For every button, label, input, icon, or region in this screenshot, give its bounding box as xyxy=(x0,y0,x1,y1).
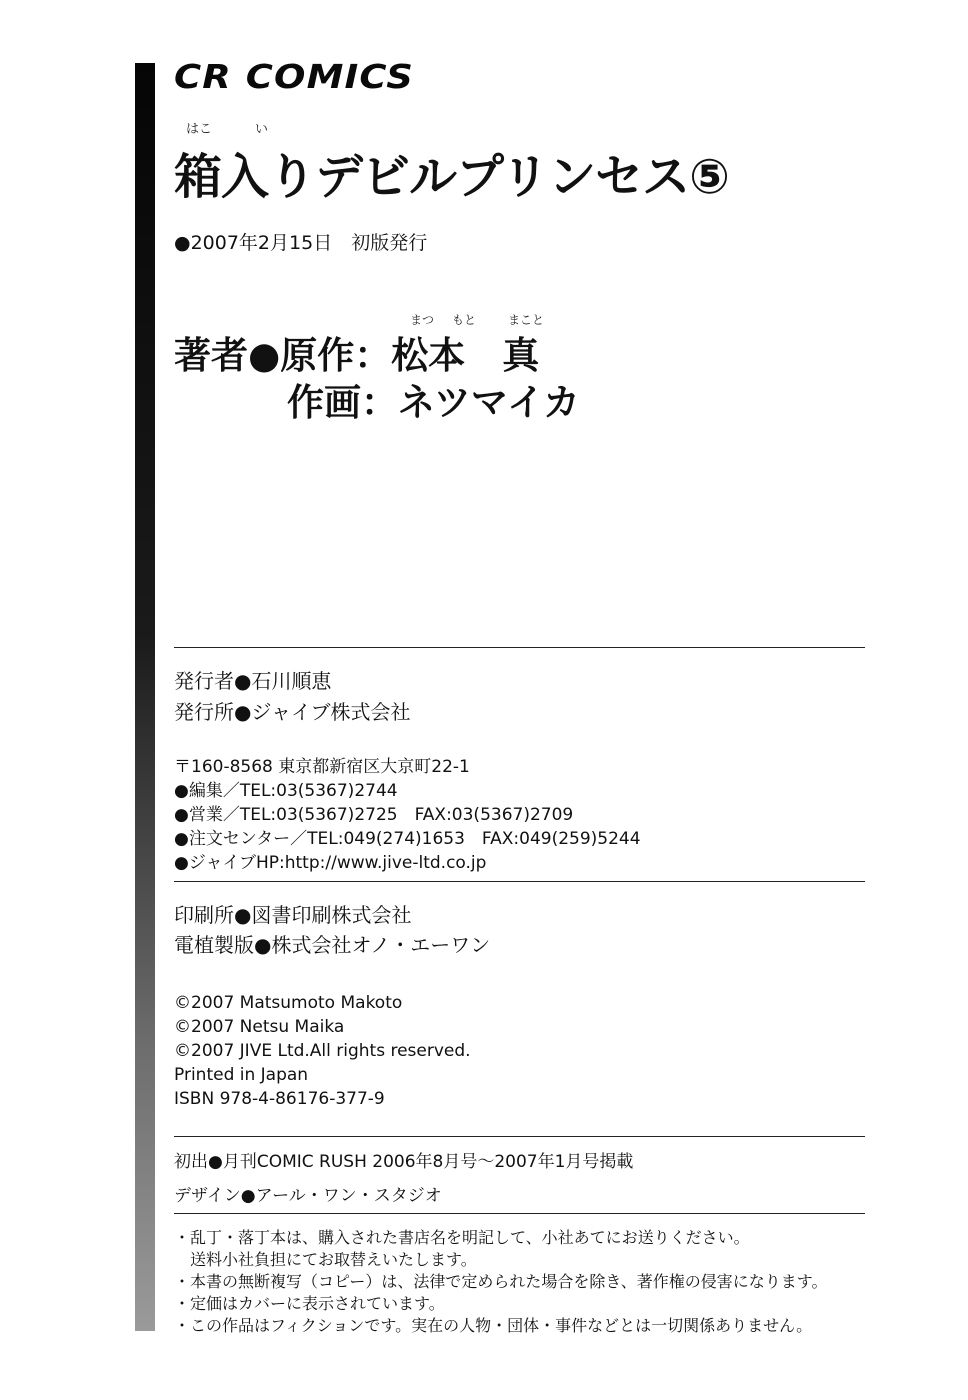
artist-credit: 作画：ネツマイカ xyxy=(287,381,581,424)
notice-line: ・乱丁・落丁本は、購入された書店名を明記して、小社あてにお送りください。 xyxy=(174,1228,750,1247)
isbn: ISBN 978-4-86176-377-9 xyxy=(174,1089,385,1109)
publisher-company: 発行所●ジャイブ株式会社 xyxy=(174,700,411,724)
divider xyxy=(174,647,865,648)
notice-line: 送料小社負担にてお取替えいたします。 xyxy=(174,1250,477,1269)
first-published: 初出●月刊COMIC RUSH 2006年8月号〜2007年1月号掲載 xyxy=(174,1152,634,1172)
typesetting: 電植製版●株式会社オノ・エーワン xyxy=(174,933,491,957)
printed-in: Printed in Japan xyxy=(174,1065,309,1085)
editorial-phone: ●編集／TEL:03(5367)2744 xyxy=(174,781,398,801)
divider xyxy=(174,1136,865,1137)
copyright-line: ©2007 JIVE Ltd.All rights reserved. xyxy=(174,1041,471,1061)
notice-line: ・定価はカバーに表示されています。 xyxy=(174,1294,445,1313)
author-ruby-makoto: まこと xyxy=(508,313,545,327)
notice-line: ・この作品はフィクションです。実在の人物・団体・事件などとは一切関係ありません。 xyxy=(174,1316,813,1335)
homepage-url: ●ジャイブHP:http://www.jive-ltd.co.jp xyxy=(174,853,487,873)
address-line: 〒160-8568 東京都新宿区大京町22-1 xyxy=(174,757,470,777)
copyright-line: ©2007 Netsu Maika xyxy=(174,1017,345,1037)
printer: 印刷所●図書印刷株式会社 xyxy=(174,903,412,927)
order-center-contact: ●注文センター／TEL:049(274)1653 FAX:049(259)5244 xyxy=(174,829,641,849)
divider xyxy=(174,881,865,882)
copyright-line: ©2007 Matsumoto Makoto xyxy=(174,993,403,1013)
title-ruby-hako: はこ xyxy=(186,122,213,137)
author-credit: 著者●原作：松本 真 xyxy=(174,334,540,377)
notice-line: ・本書の無断複写（コピー）は、法律で定められた場合を除き、著作権の侵害になります。 xyxy=(174,1272,828,1291)
decorative-vertical-bar xyxy=(135,63,155,1331)
book-title: 箱入りデビルプリンセス⑤ xyxy=(174,149,729,205)
author-ruby-matsu: まつ xyxy=(410,313,435,327)
imprint-logo: CR COMICS xyxy=(174,57,415,96)
divider xyxy=(174,1213,865,1214)
design-credit: デザイン●アール・ワン・スタジオ xyxy=(174,1186,442,1206)
title-ruby-iri: い xyxy=(255,122,269,137)
publisher-name: 発行者●石川順恵 xyxy=(174,669,332,693)
author-ruby-moto: もと xyxy=(452,313,477,327)
issue-date: ●2007年2月15日 初版発行 xyxy=(174,232,428,254)
sales-contact: ●営業／TEL:03(5367)2725 FAX:03(5367)2709 xyxy=(174,805,574,825)
